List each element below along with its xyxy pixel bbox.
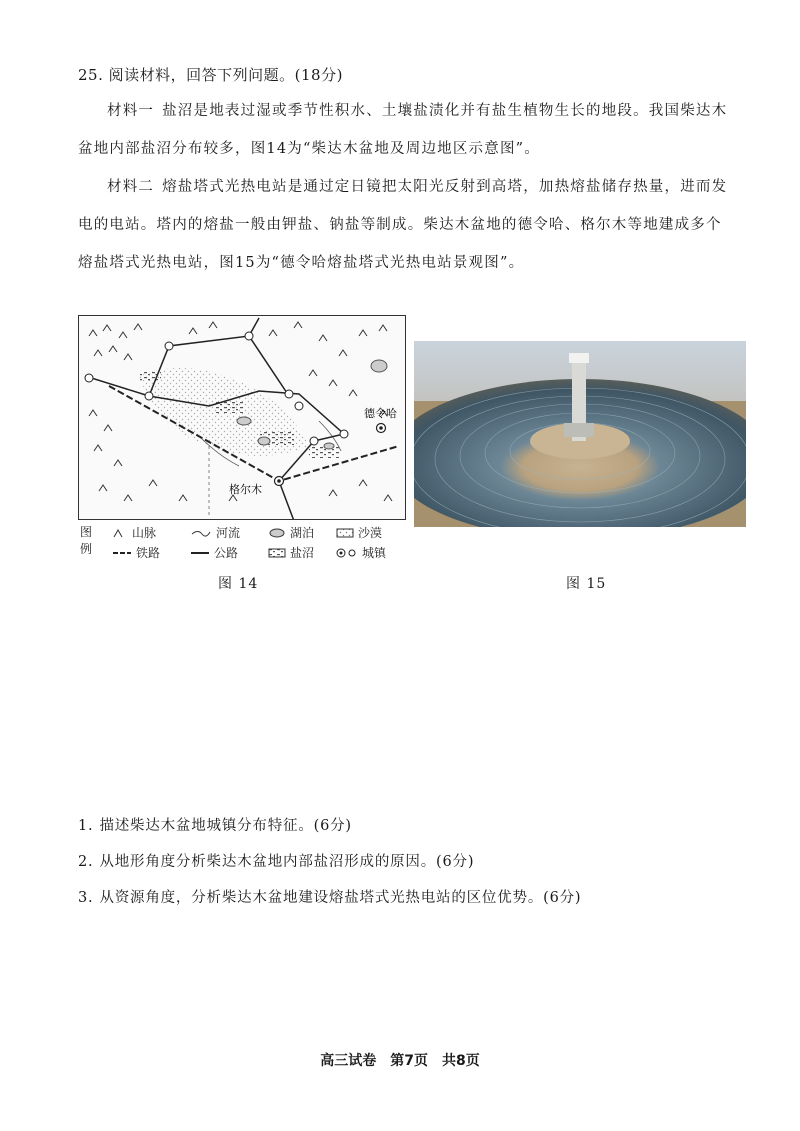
legend-town: 城镇 [336, 544, 386, 561]
legend-river: 河流 [190, 524, 240, 541]
legend-railway: 铁路 [112, 544, 160, 561]
lake-1 [371, 360, 387, 372]
qaidam-basin-map [79, 316, 406, 520]
sub-question-3: 3. 从资源角度，分析柴达木盆地建设熔盐塔式光热电站的区位优势。(6分) [78, 890, 582, 906]
figure-14-map [78, 315, 406, 520]
question-header: 25. 阅读材料，回答下列问题。(18分) [78, 66, 343, 84]
legend-mountain: 山脉 [112, 524, 156, 541]
legend-title: 图例 [80, 525, 93, 556]
legend-lake: 湖泊 [268, 524, 314, 541]
railway-icon [112, 548, 132, 558]
material-one-text: 盐沼是地表过湿或季节性积水、土壤盐渍化并有盐生植物生长的地段。我国柴达木盆地内部盐沼分布较多，图14为“柴达木盆地及周边地区示意图”。 [78, 103, 728, 157]
delingha-label: 德令哈 [364, 407, 397, 420]
salt-marsh-3 [309, 446, 339, 458]
figure-14-caption: 图 14 [218, 576, 259, 592]
town-icon [336, 548, 358, 558]
figure-14-legend [78, 522, 406, 564]
solar-plant-photo [414, 341, 746, 527]
material-one [78, 92, 728, 168]
lake-4 [324, 443, 334, 449]
sub-questions [78, 816, 738, 924]
page-footer: 高三试卷 第7页 共8页 [320, 1053, 480, 1069]
material-two-text: 熔盐塔式光热电站是通过定日镜把太阳光反射到高塔，加热熔盐储存热量，进而发电的电站。塔内的熔盐一般由钾盐、钠盐等制成。柴达木盆地的德令哈、格尔木等地建成多个熔盐塔式光热电站，图15为“德令哈熔盐塔式光热电站景观图”。 [78, 179, 728, 271]
material-two-label: 材料二 [107, 179, 155, 195]
mountain-icon [112, 528, 128, 538]
legend-salt-marsh: 盐沼 [268, 544, 314, 561]
material-two [78, 168, 728, 282]
sub-question-1: 1. 描述柴达木盆地城镇分布特征。(6分) [78, 818, 352, 834]
figure-15-caption: 图 15 [566, 576, 607, 592]
golmud-label: 格尔木 [229, 483, 262, 496]
road-south [279, 481, 294, 520]
desert-icon [336, 528, 354, 538]
sub-question-2: 2. 从地形角度分析柴达木盆地内部盐沼形成的原因。(6分) [78, 854, 475, 870]
lake-3 [258, 437, 270, 445]
road-icon [190, 548, 210, 558]
material-one-label: 材料一 [107, 103, 155, 119]
lake-2 [237, 417, 251, 425]
lake-icon [268, 528, 286, 538]
figure-15-photo [414, 341, 746, 527]
legend-desert: 沙漠 [336, 524, 382, 541]
salt-marsh-icon [268, 548, 286, 558]
legend-road: 公路 [190, 544, 238, 561]
river-icon [190, 528, 212, 538]
